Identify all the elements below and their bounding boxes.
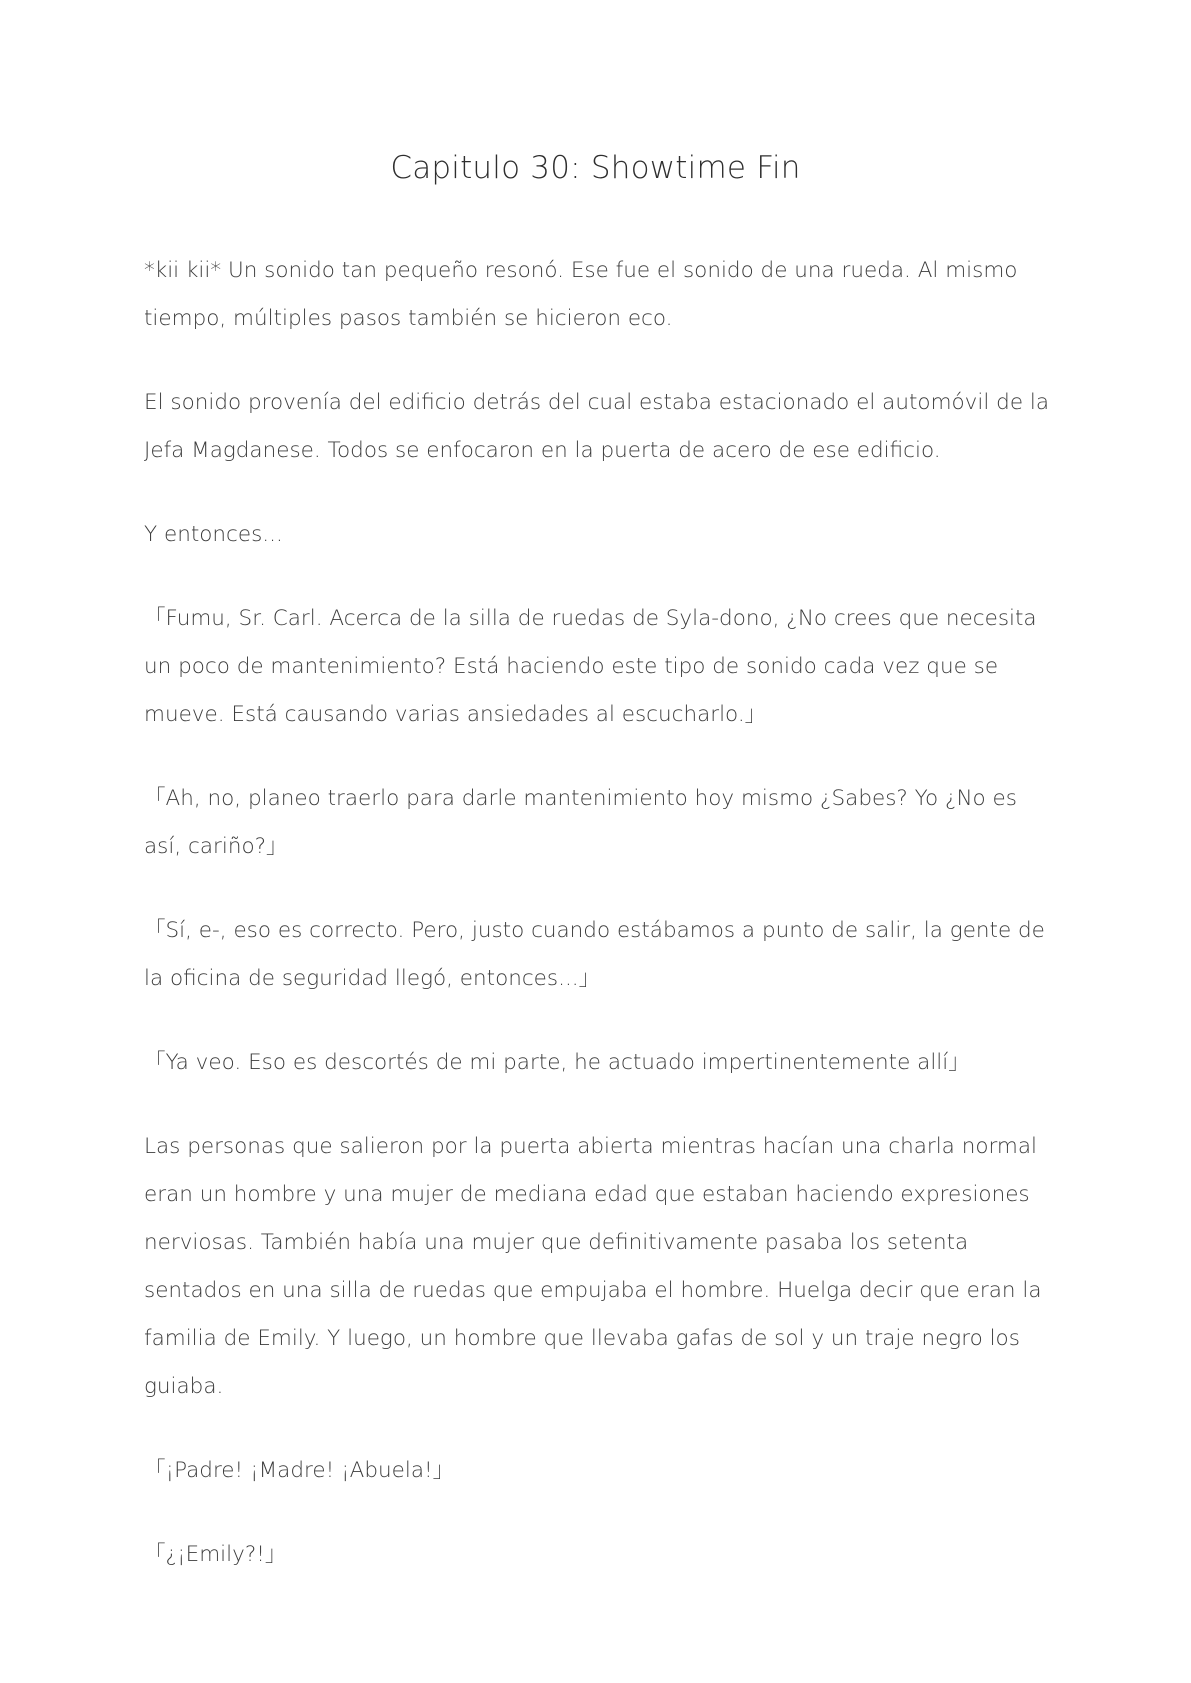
dialogue-paragraph: 「Sí, e-, eso es correcto. Pero, justo cuando estábamos a punto de salir, la gente de la oficina de seguridad llegó, entonces...」	[144, 918, 1045, 991]
chapter-title: Capitulo 30: Showtime Fin	[390, 150, 801, 186]
paragraph: Y entonces...	[144, 522, 283, 547]
dialogue-paragraph: 「¿¡Emily?!」	[144, 1542, 287, 1567]
dialogue-paragraph: 「Ah, no, planeo traerlo para darle mantenimiento hoy mismo ¿Sabes? Yo ¿No es así, cariño?」	[144, 786, 1017, 859]
dialogue-paragraph: 「¡Padre! ¡Madre! ¡Abuela!」	[144, 1458, 455, 1483]
chapter-body	[144, 247, 1056, 1615]
paragraph: El sonido provenía del edificio detrás del cual estaba estacionado el automóvil de la Jefa Magdanese. Todos se enfocaron en la puerta de acero de ese edificio.	[144, 390, 1050, 463]
dialogue-paragraph: 「Fumu, Sr. Carl. Acerca de la silla de ruedas de Syla-dono, ¿No crees que necesita un poco de mantenimiento? Está haciendo este tipo de sonido cada vez que se mueve. Está causando varias ansiedades al escucharlo.」	[144, 606, 1037, 727]
dialogue-paragraph: 「Ya veo. Eso es descortés de mi parte, he actuado impertinentemente allí」	[144, 1050, 970, 1075]
paragraph: *kii kii* Un sonido tan pequeño resonó. Ese fue el sonido de una rueda. Al mismo tiempo, múltiples pasos también se hicieron eco.	[144, 258, 1018, 331]
paragraph: Las personas que salieron por la puerta abierta mientras hacían una charla normal eran un hombre y una mujer de mediana edad que estaban haciendo expresiones nerviosas. También había una mujer que definitivamente pasaba los setenta sentados en una silla de ruedas que empujaba el hombre. Huelga decir que eran la familia de Emily. Y luego, un hombre que llevaba gafas de sol y un traje negro los guiaba.	[144, 1134, 1042, 1399]
